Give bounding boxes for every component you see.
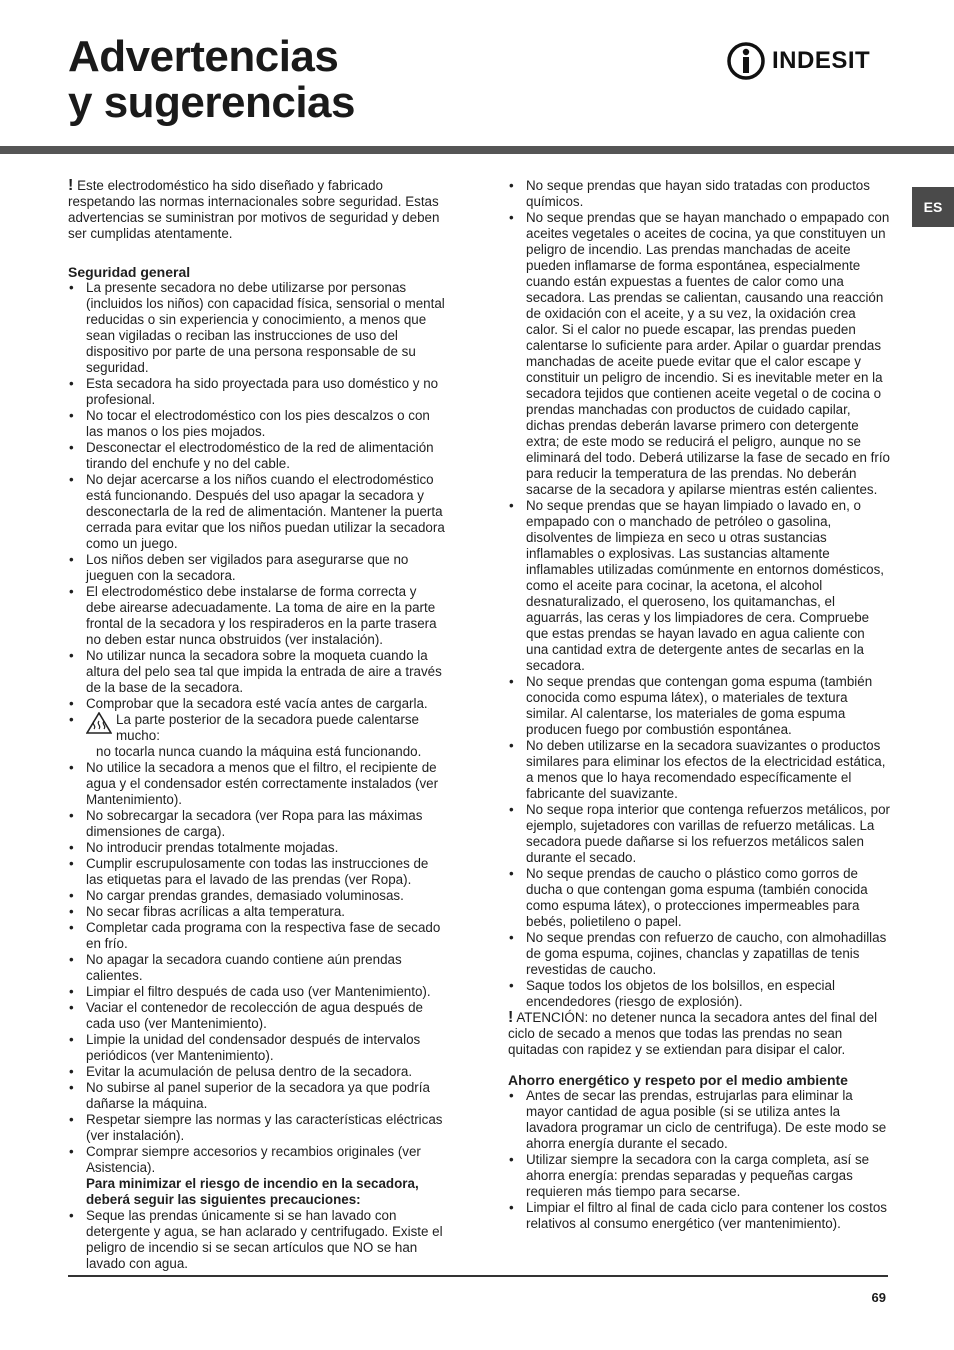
title-line-2: y sugerencias — [68, 78, 355, 127]
list-item: • No secar fibras acrílicas a alta temperatura. — [68, 904, 448, 920]
list-item: • Desconectar el electrodoméstico de la red de alimentación tirando del enchufe y no del cable. — [68, 440, 448, 472]
brand-i-icon — [726, 41, 766, 81]
list-item: • Utilizar siempre la secadora con la carga completa, así se ahorra energía: prendas separadas y pequeñas cargas requieren más tiempo para secarse. — [508, 1152, 890, 1200]
brand-name: INDESIT — [772, 47, 871, 74]
list-item: • Cumplir escrupulosamente con todas las instrucciones de las etiquetas para el lavado de las prendas (ver Ropa). — [68, 856, 448, 888]
list-item: • No subirse al panel superior de la secadora ya que podría dañarse la máquina. — [68, 1080, 448, 1112]
list-item: • No seque ropa interior que contenga refuerzos metálicos, por ejemplo, sujetadores con varillas de refuerzo metálicas. La secadora puede dañarse si los refuerzos metálicos salen durante el secado. — [508, 802, 890, 866]
list-item: • No utilizar nunca la secadora sobre la moqueta cuando la altura del pelo sea tal que impida la entrada de aire a través de la base de la secadora. — [68, 648, 448, 696]
general-safety-list — [68, 280, 448, 1176]
list-item: • Limpiar el filtro después de cada uso (ver Mantenimiento). — [68, 984, 448, 1000]
list-item: • No seque prendas que hayan sido tratadas con productos químicos. — [508, 178, 890, 210]
energy-heading: Ahorro energético y respeto por el medio ambiente — [508, 1072, 848, 1088]
left-column — [68, 178, 448, 1272]
list-item: • No sobrecargar la secadora (ver Ropa para las máximas dimensiones de carga). — [68, 808, 448, 840]
list-item: • No seque prendas de caucho o plástico como gorros de ducha o que contengan goma espuma (también conocida como espuma látex), o protecciones impermeables para bebés, polietileno o papel. — [508, 866, 890, 930]
fire-risk-list — [68, 1208, 448, 1272]
list-item: • La presente secadora no debe utilizarse por personas (incluidos los niños) con capacidad física, sensorial o mental reducidas o sin experiencia y conocimiento, a menos que sean vigiladas o reciban las instrucciones de uso del dispositivo por parte de una persona responsable de su seguridad. — [68, 280, 448, 376]
list-item: • Comprobar que la secadora esté vacía antes de cargarla. — [68, 696, 448, 712]
list-item: • No seque prendas que se hayan limpiado o lavado en, o empapado con o manchado de petróleo o gasolina, disolventes de limpieza en seco u otras sustancias inflamables o explosivas. Las sustancias altamente inflamables utilizadas comúnmente en entornos domésticos, como el aceite para cocinar, la acetona, el alcohol desnaturalizado, el queroseno, los quitamanchas, el aguarrás, las ceras y los limpiadores de cera. Compruebe que estas prendas se hayan lavado en agua caliente con una cantidad extra de detergente antes de secarlas en la secadora. — [508, 498, 890, 674]
list-item: • Vaciar el contenedor de recolección de agua después de cada uso (ver Mantenimiento). — [68, 1000, 448, 1032]
hot-surface-note: no tocarla nunca cuando la máquina está funcionando. — [96, 744, 422, 759]
list-item: • No utilice la secadora a menos que el filtro, el recipiente de agua y el condensador estén correctamente instalados (ver Mantenimiento). — [68, 760, 448, 808]
list-item: • Saque todos los objetos de los bolsillos, en especial encendedores (riesgo de explosión). — [508, 978, 890, 1010]
list-item: • No cargar prendas grandes, demasiado voluminosas. — [68, 888, 448, 904]
right-column — [508, 178, 890, 1232]
fire-risk-heading: Para minimizar el riesgo de incendio en la secadora, deberá seguir las siguientes precauciones: — [86, 1176, 419, 1207]
list-item: • Limpie la unidad del condensador después de intervalos periódicos (ver Mantenimiento). — [68, 1032, 448, 1064]
general-safety-heading: Seguridad general — [68, 264, 191, 280]
list-item: • No introducir prendas totalmente mojadas. — [68, 840, 448, 856]
page-number: 69 — [871, 1290, 886, 1305]
precautions-list — [508, 178, 890, 1010]
warning-mark: ! — [508, 1009, 514, 1026]
title-line-1: Advertencias — [68, 32, 339, 81]
language-tab: ES — [912, 187, 954, 227]
list-item: • Seque las prendas únicamente si se han lavado con detergente y agua, se han aclarado y centrifugado. Existe el peligro de incendio si se secan artículos que NO se han lavado con agua. — [68, 1208, 448, 1272]
header-divider — [0, 146, 954, 154]
list-item: • No dejar acercarse a los niños cuando el electrodoméstico está funcionando. Después del uso apagar la secadora y desconectarla de la red de alimentación. Mantener la puerta cerrada para evitar que los niños puedan utilizar la secadora como un juego. — [68, 472, 448, 552]
footer-divider — [68, 1275, 888, 1277]
page-title — [68, 34, 355, 126]
list-item: • Completar cada programa con la respectiva fase de secado en frío. — [68, 920, 448, 952]
warning-mark: ! — [68, 177, 74, 194]
list-item: • Los niños deben ser vigilados para asegurarse que no jueguen con la secadora. — [68, 552, 448, 584]
list-item: • No seque prendas que contengan goma espuma (también conocida como espuma látex), o materiales de textura similar. Al calentarse, los materiales de goma espuma producen fuego por combustión espontánea. — [508, 674, 890, 738]
list-item: • No seque prendas con refuerzo de caucho, con almohadillas de goma espuma, cojines, chanclas y zapatillas de tenis revestidas de caucho. — [508, 930, 890, 978]
attention-text: ATENCIÓN: no detener nunca la secadora antes del final del ciclo de secado a menos que todas las prendas no sean quitadas con rapidez y se extiendan para disipar el calor. — [508, 1010, 878, 1057]
list-item-hot-surface — [68, 712, 448, 760]
list-item: • Antes de secar las prendas, estrujarlas para eliminar la mayor cantidad de agua posible (si se utiliza antes la lavadora programar un ciclo de centrifuga). De este modo se ahorra energía durante el secado. — [508, 1088, 890, 1152]
hot-surface-warning-icon — [86, 712, 112, 738]
list-item: • Respetar siempre las normas y las características eléctricas (ver instalación). — [68, 1112, 448, 1144]
list-item: • No deben utilizarse en la secadora suavizantes o productos similares para eliminar los efectos de la electricidad estática, a menos que lo haya recomendado específicamente el fabricante del suavizante. — [508, 738, 890, 802]
attention-paragraph — [508, 1010, 890, 1058]
list-item: • No tocar el electrodoméstico con los pies descalzos o con las manos o los pies mojados. — [68, 408, 448, 440]
list-item: • Comprar siempre accesorios y recambios originales (ver Asistencia). — [68, 1144, 448, 1176]
list-item: • Evitar la acumulación de pelusa dentro de la secadora. — [68, 1064, 448, 1080]
hot-surface-text: La parte posterior de la secadora puede calentarse mucho: — [116, 712, 419, 743]
list-item: • No apagar la secadora cuando contiene aún prendas calientes. — [68, 952, 448, 984]
list-item: • Limpiar el filtro al final de cada ciclo para contener los costos relativos al consumo energético (ver mantenimiento). — [508, 1200, 890, 1232]
intro-paragraph — [68, 178, 448, 242]
list-item: • Esta secadora ha sido proyectada para uso doméstico y no profesional. — [68, 376, 448, 408]
list-item: • No seque prendas que se hayan manchado o empapado con aceites vegetales o aceites de cocina, ya que constituyen un peligro de incendio. Las prendas manchadas de aceite pueden inflamarse de forma espontánea, especialmente cuando están expuestas a fuentes de calor como una secadora. Las prendas se calientan, causando una reacción de oxidación con el aceite, y a su vez, la oxidación crea calor. Si el calor no puede escapar, las prendas pueden calentarse lo suficiente para arder. Apilar o guardar prendas manchadas de aceite puede evitar que el calor escape y constituir un peligro de incendio. Si es inevitable meter en la secadora tejidos que contienen aceite vegetal o de cocina o prendas manchadas con productos de cuidado capilar, dichas prendas deberán lavarse primero con detergente extra; de este modo se reducirá el peligro, aunque no se eliminará del todo. Deberá utilizarse la fase de secado en frío para reducir la temperatura de las prendas. No deberán sacarse de la secadora y apilarse mientras estén calientes. — [508, 210, 890, 498]
intro-text: Este electrodoméstico ha sido diseñado y fabricado respetando las normas internacionales sobre seguridad. Estas advertencias se suministran por motivos de seguridad y deben ser cumplidas atentamente. — [68, 178, 440, 241]
list-item: • El electrodoméstico debe instalarse de forma correcta y debe airearse adecuadamente. La toma de aire en la parte frontal de la secadora y los respiraderos en la parte trasera no deben estar nunca obstruidos (ver instalación). — [68, 584, 448, 648]
energy-list — [508, 1088, 890, 1232]
brand-logo — [726, 40, 888, 82]
